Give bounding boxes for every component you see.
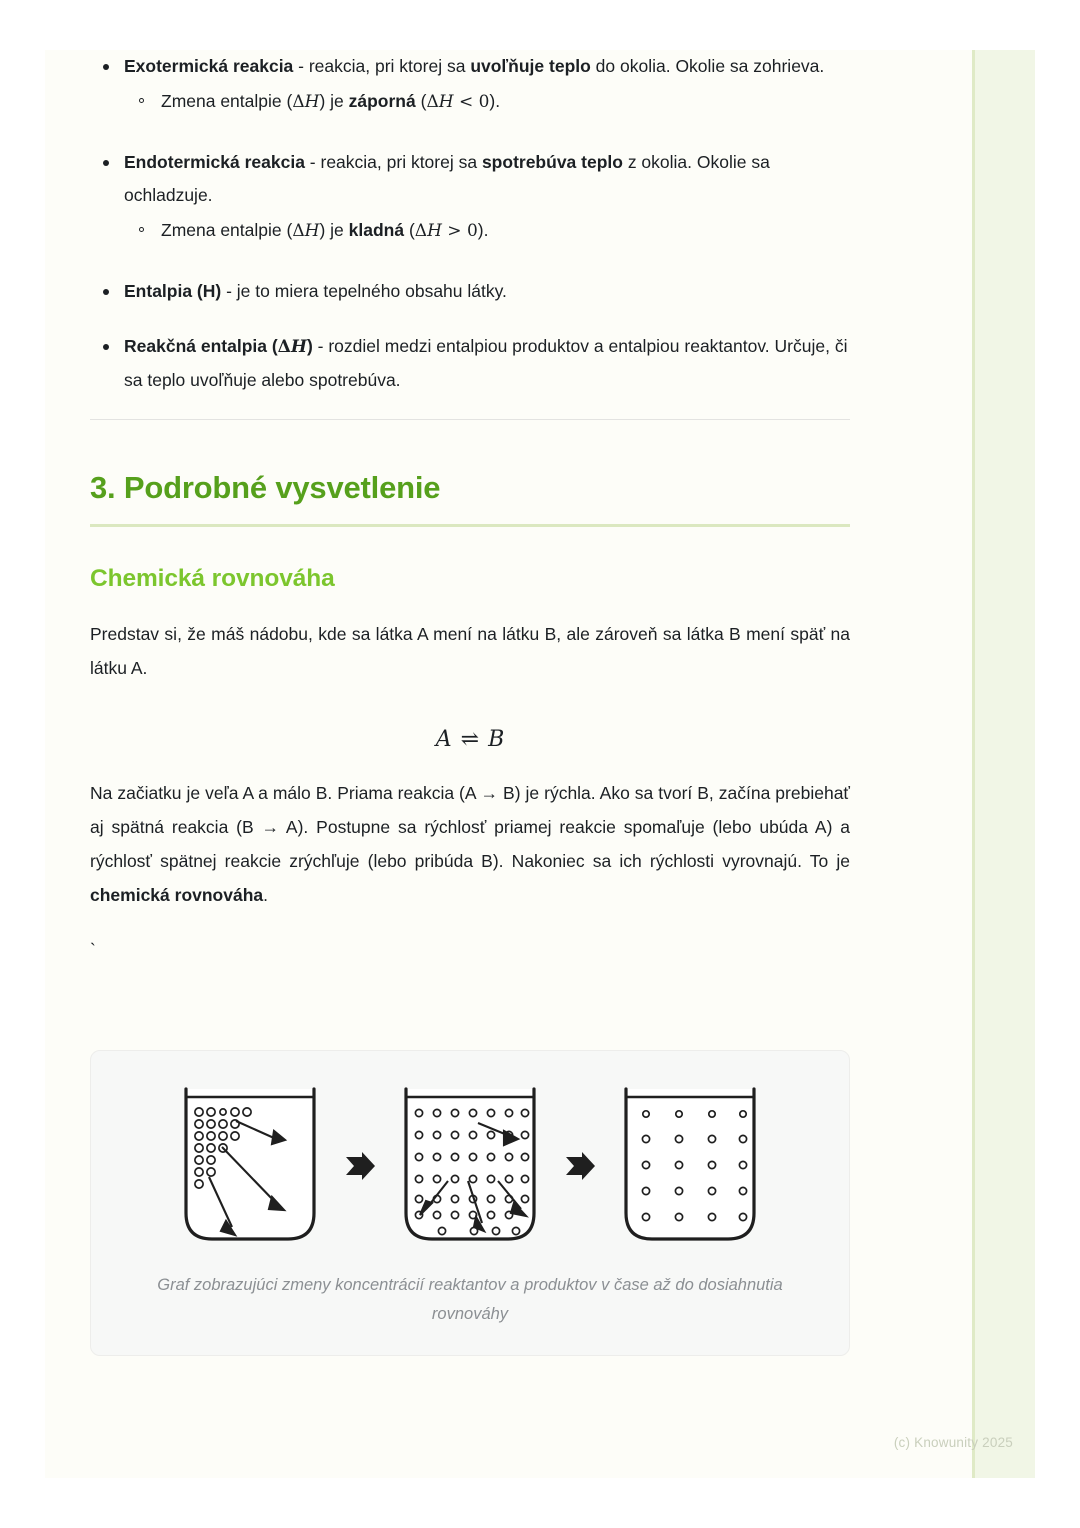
term-suffix: ): [306, 336, 313, 356]
equation-right-species: B: [488, 727, 505, 752]
delta-symbol: Δ: [414, 221, 428, 241]
delta-symbol: Δ: [277, 337, 291, 357]
page-right-rail: [973, 50, 1035, 1478]
term-emphasis: uvoľňuje teplo: [470, 56, 591, 76]
term-label: [124, 336, 313, 356]
delta-symbol: Δ: [292, 92, 305, 112]
sub-paren-open: (: [404, 220, 415, 240]
term-text-pre: reakcia, pri ktorej sa: [320, 152, 482, 172]
delta-symbol: Δ: [426, 92, 439, 112]
term-emphasis: spotrebúva teplo: [481, 152, 623, 172]
equilibrium-figure: [90, 1050, 850, 1356]
term-text: je to miera tepelného obsahu látky.: [236, 281, 507, 301]
term-prefix: Reakčná entalpia (: [124, 336, 278, 356]
condition-operator: > 0: [441, 221, 478, 241]
section-heading: 3. Podrobné vysvetlenie: [90, 470, 441, 505]
equation-left-species: A: [435, 727, 452, 752]
stage-separator-2: [554, 1149, 606, 1183]
list-item: [90, 275, 850, 308]
beaker-stage-3: [606, 1081, 774, 1251]
beaker-stage-1: [166, 1081, 334, 1251]
page-sheet: [45, 50, 1035, 1478]
term-label: Entalpia (H): [124, 281, 222, 301]
section-divider: [90, 419, 850, 420]
term-label: Exotermická reakcia: [124, 56, 294, 76]
beaker-stage-3-icon: [606, 1081, 774, 1251]
term-text-pre: reakcia, pri ktorej sa: [308, 56, 471, 76]
explanation-emphasis: chemická rovnováha: [90, 885, 264, 905]
section-heading-underline: [90, 524, 850, 527]
term-text-post: do okolia. Okolie sa zohrieva.: [590, 56, 825, 76]
enthalpy-symbol: H: [304, 221, 320, 241]
sub-paren-close: ).: [489, 91, 501, 111]
enthalpy-symbol: H: [438, 92, 454, 112]
list-item: [90, 50, 850, 118]
sub-list-item: [124, 214, 850, 247]
stage-separator-1: [334, 1149, 386, 1183]
sub-lead: Zmena entalpie (: [161, 220, 293, 240]
explanation-paragraph: [90, 776, 850, 912]
copyright-watermark: (c) Knowunity 2025: [893, 1435, 1013, 1450]
term-dash: -: [312, 336, 329, 356]
equilibrium-equation: [90, 727, 850, 752]
figure-caption: Graf zobrazujúci zmeny koncentrácií reaktantov a produktov v čase až do dosiahnutia rovnováhy: [157, 1276, 783, 1323]
term-dash: -: [221, 281, 237, 301]
term-dash: -: [293, 56, 309, 76]
subsection-heading: Chemická rovnováha: [90, 565, 335, 592]
stray-backtick: `: [90, 940, 96, 960]
term-dash: -: [304, 152, 321, 172]
explanation-text-part2: .: [263, 885, 269, 905]
sub-paren-open: (: [415, 91, 427, 111]
sub-paren-close: ).: [477, 220, 489, 240]
arrow-right-icon: [563, 1149, 597, 1183]
beaker-stage-1-icon: [166, 1081, 334, 1251]
arrow-right-icon: [343, 1149, 377, 1183]
intro-paragraph: Predstav si, že máš nádobu, kde sa látka A mení na látku B, ale zároveň sa látka B mení späť na látku A.: [90, 624, 850, 678]
enthalpy-symbol: H: [290, 337, 307, 357]
enthalpy-symbol: H: [427, 221, 442, 241]
sub-list-item: [124, 85, 850, 118]
condition-operator: < 0: [453, 92, 490, 112]
sub-mid: ) je: [319, 220, 349, 240]
term-text: rozdiel medzi entalpiou produktov a entalpiou reaktantov. Určuje, či sa teplo uvoľňuje alebo spotrebúva.: [124, 336, 848, 390]
sub-list: [124, 214, 850, 247]
list-item: [90, 330, 850, 397]
explanation-text-part1: Na začiatku je veľa A a málo B. Priama reakcia (A → B) je rýchla. Ako sa tvorí B, začína prebiehať aj spätná reakcia (B → A). Postupne sa rýchlosť priamej reakcie spomaľuje (lebo ubúda A) a rýchlosť spätnej reakcie zrýchľuje (lebo pribúda B). Nakoniec sa ich rýchlosti vyrovnajú. To je: [90, 783, 850, 871]
sub-emphasis: záporná: [348, 91, 416, 111]
page-right-rail-edge: [972, 50, 975, 1478]
sub-mid: ) je: [319, 91, 349, 111]
beaker-stage-2-icon: [386, 1081, 554, 1251]
beaker-stage-2: [386, 1081, 554, 1251]
delta-symbol: Δ: [292, 221, 305, 241]
beaker-diagram: [91, 1073, 849, 1255]
sub-emphasis: kladná: [348, 220, 405, 240]
term-text-post: z okolia. Okolie sa ochladzuje.: [124, 152, 770, 205]
sub-list: [124, 85, 850, 118]
page-content: [90, 50, 850, 1356]
equilibrium-arrow-icon: ⇌: [460, 727, 480, 752]
sub-lead: Zmena entalpie (: [161, 91, 293, 111]
key-terms-list: [90, 50, 850, 397]
list-item: [90, 146, 850, 247]
enthalpy-symbol: H: [304, 92, 320, 112]
term-label: Endotermická reakcia: [124, 152, 305, 172]
